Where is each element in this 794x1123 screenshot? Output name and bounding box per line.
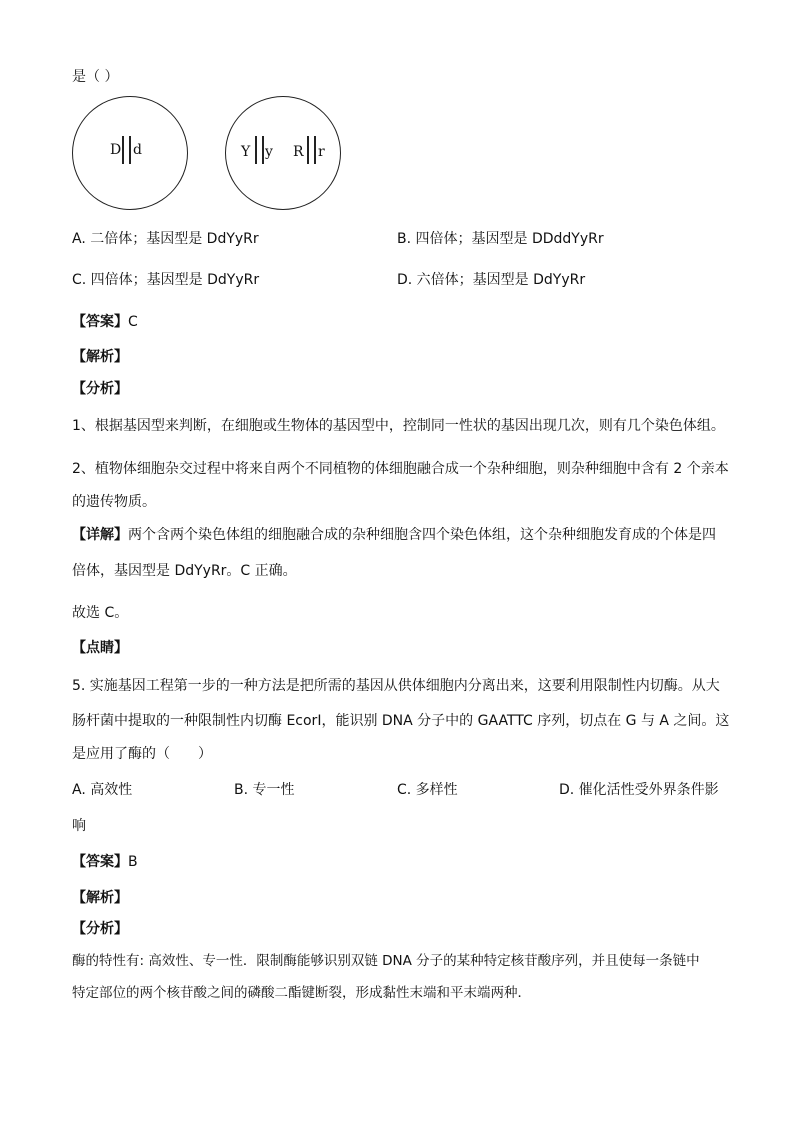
answer-value: B bbox=[128, 854, 138, 870]
q4-conclusion: 故选 C。 bbox=[72, 605, 129, 621]
q5-analysis-line-1: 酶的特性有: 高效性、专一性．限制酶能够识别双链 DNA 分子的某种特定核苷酸序列，并且使每一条链中 bbox=[72, 953, 700, 969]
chromosome-bar bbox=[255, 136, 257, 164]
q5-analysis-line-2: 特定部位的两个核苷酸之间的磷酸二酯键断裂，形成黏性末端和平末端两种． bbox=[72, 985, 531, 1001]
chromosome-bar bbox=[122, 136, 124, 164]
q4-detail-line-2: 倍体，基因型是 DdYyRr。C 正确。 bbox=[72, 563, 297, 579]
q4-point-1: 1、根据基因型来判断，在细胞或生物体的基因型中，控制同一性状的基因出现几次，则有几个染色体组。 bbox=[72, 418, 725, 434]
q4-option-d: D. 六倍体；基因型是 DdYyRr bbox=[397, 272, 586, 288]
q4-detail-line-1 bbox=[72, 525, 716, 545]
q5-option-d-continued: 响 bbox=[72, 818, 86, 834]
chromosome-bar bbox=[129, 136, 131, 164]
q4-option-b: B. 四倍体；基因型是 DDddYyRr bbox=[397, 231, 604, 247]
chromosome-bar bbox=[314, 136, 316, 164]
q5-stem-line-3: 是应用了酶的（ ） bbox=[72, 746, 212, 762]
answer-tag: 【答案】 bbox=[72, 314, 128, 330]
q4-fenxi-tag: 【分析】 bbox=[72, 381, 128, 397]
q5-option-c: C. 多样性 bbox=[397, 782, 458, 798]
detail-text: 两个含两个染色体组的细胞融合成的杂种细胞含四个染色体组，这个杂种细胞发育成的个体是四 bbox=[128, 527, 716, 543]
q5-stem-line-1: 5. 实施基因工程第一步的一种方法是把所需的基因从供体细胞内分离出来，这要利用限制性内切酶。从大 bbox=[72, 678, 720, 694]
q4-point-2-line-1: 2、植物体细胞杂交过程中将来自两个不同植物的体细胞融合成一个杂种细胞，则杂种细胞中含有 2 个亲本 bbox=[72, 461, 729, 477]
q5-option-b: B. 专一性 bbox=[234, 782, 295, 798]
q4-stem-tail: 是（ ） bbox=[72, 69, 119, 85]
q4-analysis-tag: 【解析】 bbox=[72, 349, 128, 365]
answer-tag: 【答案】 bbox=[72, 854, 128, 870]
q5-answer bbox=[72, 852, 138, 872]
gene-label-Y: Y bbox=[241, 144, 251, 160]
chromosome-bar bbox=[262, 136, 264, 164]
gene-label-R: R bbox=[293, 144, 304, 160]
q5-option-a: A. 高效性 bbox=[72, 782, 133, 798]
answer-value: C bbox=[128, 314, 138, 330]
q5-fenxi-tag: 【分析】 bbox=[72, 921, 128, 937]
q4-option-c: C. 四倍体；基因型是 DdYyRr bbox=[72, 272, 260, 288]
chromosome-bar bbox=[307, 136, 309, 164]
q4-dianjing-tag: 【点睛】 bbox=[72, 640, 128, 656]
detail-tag: 【详解】 bbox=[72, 527, 128, 543]
q5-analysis-tag: 【解析】 bbox=[72, 890, 128, 906]
gene-label-D: D bbox=[110, 142, 122, 158]
gene-label-y: y bbox=[265, 144, 273, 160]
q5-stem-line-2: 肠杆菌中提取的一种限制性内切酶 EcorI，能识别 DNA 分子中的 GAATTC 序列，切点在 G 与 A 之间。这 bbox=[72, 713, 730, 729]
gene-label-r: r bbox=[318, 144, 325, 160]
q4-option-a: A. 二倍体；基因型是 DdYyRr bbox=[72, 231, 259, 247]
gene-label-d: d bbox=[133, 142, 142, 158]
q5-option-d: D. 催化活性受外界条件影 bbox=[559, 782, 719, 798]
q4-point-2-line-2: 的遗传物质。 bbox=[72, 494, 156, 510]
q4-answer bbox=[72, 312, 138, 332]
